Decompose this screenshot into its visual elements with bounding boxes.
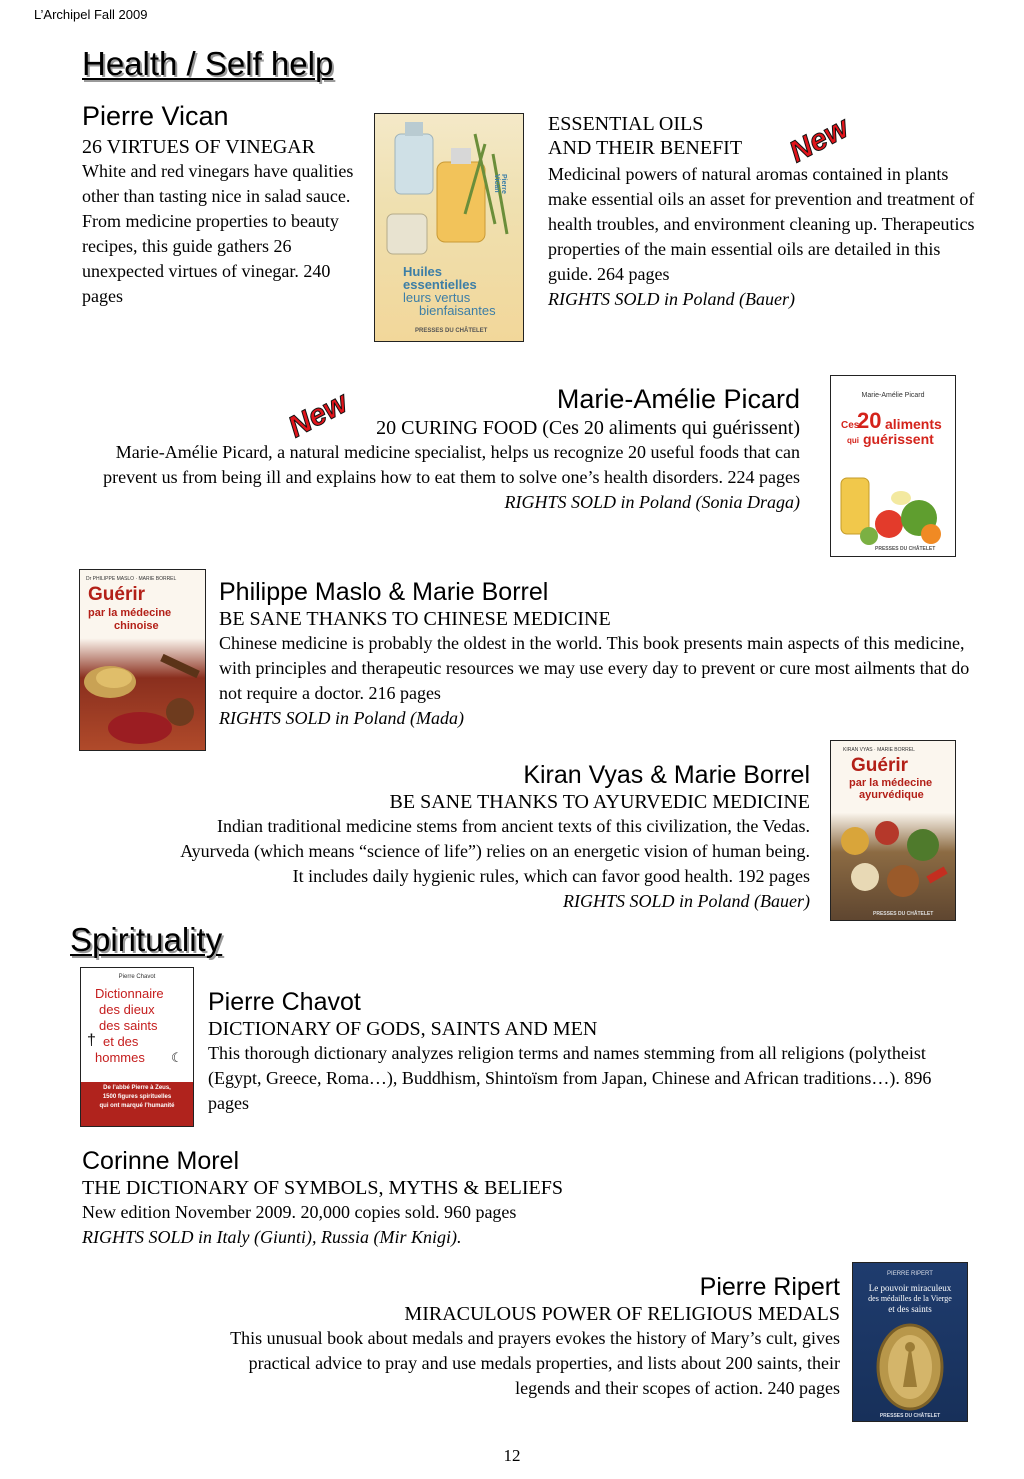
book-cover-chinese-medicine <box>79 569 206 751</box>
section-title-spirituality: Spirituality <box>70 921 223 958</box>
cover-title-part: aliments <box>885 416 942 432</box>
book-description-line: This unusual book about medals and prayers evokes the history of Mary’s cult, gives <box>230 1328 840 1348</box>
book-description: New edition November 2009. 20,000 copies sold. 960 pages <box>82 1202 517 1222</box>
book-description-line: Indian traditional medicine stems from ancient texts of this civilization, the Vedas. <box>216 816 810 836</box>
cover-title-line: essentielles <box>403 277 477 292</box>
cover-title-line: hommes <box>95 1050 145 1065</box>
cover-title-line: Huiles <box>403 264 443 279</box>
cover-title-line: leurs vertus <box>403 290 471 305</box>
book-title: MIRACULOUS POWER OF RELIGIOUS MEDALS <box>404 1303 840 1325</box>
book-entry-essential-oils <box>548 112 978 312</box>
cover-title-line: par la médecine <box>88 607 172 619</box>
cover-tagline: qui ont marqué l’humanité <box>99 1103 175 1109</box>
cover-tagline: 1500 figures spirituelles <box>102 1094 172 1100</box>
cover-authors: KIRAN VYAS · MARIE BORREL <box>843 747 915 753</box>
cover-title-line: Le pouvoir miraculeux <box>868 1283 952 1293</box>
cover-title-line: Guérir <box>88 584 146 605</box>
vegetables-illustration <box>831 448 956 548</box>
page-number: 12 <box>503 1446 521 1465</box>
cross-icon: † <box>87 1032 96 1049</box>
book-author: Pierre Chavot <box>208 988 361 1016</box>
rights-sold: RIGHTS SOLD in Poland (Bauer) <box>563 891 810 911</box>
cover-author: Pierre Chavot <box>118 974 156 980</box>
book-title: 26 VIRTUES OF VINEGAR <box>82 136 316 158</box>
cover-title-line: des médailles de la Vierge <box>868 1294 952 1303</box>
book-description: White and red vinegars have qualities other than tasting nice in salad sauce. From medicine properties to beauty recipes, this guide gathers 26 unexpected virtues of vinegar. 240 pages <box>82 161 354 306</box>
rights-sold: RIGHTS SOLD in Poland (Bauer) <box>548 289 795 309</box>
book-title: ESSENTIAL OILS <box>548 113 704 135</box>
cover-publisher: PRESSES DU CHÂTELET <box>875 546 936 552</box>
book-entry-curing-food <box>90 383 800 515</box>
cover-title-part: guérissent <box>863 431 934 447</box>
book-description-line: practical advice to pray and use medals properties, and lists about 200 saints, their <box>248 1353 840 1373</box>
cover-title-line: des saints <box>99 1018 158 1033</box>
cover-author: PIERRE RIPERT <box>887 1271 933 1277</box>
cover-title-line: Dictionnaire <box>95 986 164 1001</box>
book-title: AND THEIR BENEFIT <box>548 137 743 159</box>
cover-publisher: PRESSES DU CHÂTELET <box>879 1413 941 1419</box>
rights-sold: RIGHTS SOLD in Poland (Mada) <box>219 708 464 728</box>
book-title: BE SANE THANKS TO CHINESE MEDICINE <box>219 608 611 630</box>
book-description: Medicinal powers of natural aromas contained in plants make essential oils an asset for prevention and treatment of health troubles, and environment cleaning up. Therapeutics properties of the main essential oils are detailed in this guide. 264 pages <box>548 164 975 284</box>
cover-title-line: par la médecine <box>849 777 933 789</box>
book-title: DICTIONARY OF GODS, SAINTS AND MEN <box>208 1018 598 1040</box>
new-badge: New <box>283 386 353 445</box>
book-description-line: Ayurveda (which means “science of life”) relies on an energetic vision of human being. <box>180 841 810 861</box>
herbs-illustration <box>80 642 206 751</box>
book-description-line: legends and their scopes of action. 240 pages <box>515 1378 840 1398</box>
book-author: Marie-Amélie Picard <box>556 384 800 414</box>
cover-publisher: PRESSES DU CHÂTELET <box>873 911 934 917</box>
cover-title-line: des dieux <box>99 1002 155 1017</box>
book-description-line: It includes daily hygienic rules, which can favor good health. 192 pages <box>292 866 810 886</box>
book-entry-vinegar <box>82 100 362 309</box>
new-badge: New <box>784 111 854 170</box>
cover-authors: Dr PHILIPPE MASLO · MARIE BORREL <box>86 576 177 582</box>
book-description: Chinese medicine is probably the oldest in the world. This book presents main aspects of this medicine, with principles and therapeutic resources we may use every day to prevent or cure most ailments that do not require a doctor. 216 pages <box>219 633 970 703</box>
cover-title-line: Guérir <box>851 755 909 776</box>
book-entry-chinese-medicine <box>219 576 979 731</box>
book-cover-dictionary-gods <box>80 967 194 1127</box>
book-entry-dictionary-gods <box>208 986 968 1116</box>
book-author: Pierre Vican <box>82 101 229 131</box>
cover-title-part: Ces <box>841 420 860 431</box>
book-title: THE DICTIONARY OF SYMBOLS, MYTHS & BELIEFS <box>82 1177 563 1199</box>
cover-title-part: qui <box>847 436 859 445</box>
book-author: Kiran Vyas & Marie Borrel <box>523 761 810 789</box>
crescent-icon: ☾ <box>171 1050 183 1065</box>
book-cover-ayurvedic-medicine <box>830 740 956 921</box>
book-cover-20-aliments <box>830 375 956 557</box>
cover-title-line: et des <box>103 1034 139 1049</box>
book-author: Pierre Ripert <box>699 1273 840 1301</box>
book-title: 20 CURING FOOD (Ces 20 aliments qui guérissent) <box>376 417 800 439</box>
medal-illustration <box>853 1317 967 1422</box>
running-header: L’Archipel Fall 2009 <box>34 7 148 22</box>
cover-title-part: 20 <box>857 408 882 433</box>
cover-author: Marie-Amélie Picard <box>861 392 925 399</box>
cover-title-line: et des saints <box>888 1304 932 1314</box>
bottles-illustration <box>375 114 524 274</box>
book-author: Philippe Maslo & Marie Borrel <box>219 578 549 606</box>
cover-title-line: bienfaisantes <box>419 303 496 318</box>
book-entry-ayurvedic-medicine <box>60 759 810 914</box>
book-author: Corinne Morel <box>82 1147 240 1175</box>
book-entry-dictionary-symbols <box>82 1145 842 1250</box>
section-title-health: Health / Self help <box>82 45 334 82</box>
book-description: This thorough dictionary analyzes religion terms and names stemming from all religions (polytheist (Egypt, Greece, Roma…), Buddhism, Shintoïsm from Japan, Chinese and African traditions…). 896 pages <box>208 1043 932 1113</box>
book-title: BE SANE THANKS TO AYURVEDIC MEDICINE <box>389 791 810 813</box>
cover-tagline: De l’abbé Pierre à Zeus, <box>103 1085 171 1091</box>
rights-sold: RIGHTS SOLD in Poland (Sonia Draga) <box>504 492 800 512</box>
cover-spine-author: Pierre Vican <box>493 174 507 194</box>
rights-sold: RIGHTS SOLD in Italy (Giunti), Russia (Mir Knigi). <box>82 1227 462 1247</box>
book-cover-religious-medals <box>852 1262 968 1422</box>
cover-publisher: PRESSES DU CHÂTELET <box>415 328 488 334</box>
book-cover-essential-oils <box>374 113 524 342</box>
book-entry-religious-medals <box>80 1271 840 1401</box>
cover-title-line: chinoise <box>114 620 159 632</box>
cover-title-line: ayurvédique <box>859 789 924 801</box>
book-description: Marie-Amélie Picard, a natural medicine specialist, helps us recognize 20 useful foods that can prevent us from being ill and explains how to eat them to solve one’s health disorders. 224 pages <box>103 442 800 487</box>
spices-illustration <box>831 811 956 921</box>
